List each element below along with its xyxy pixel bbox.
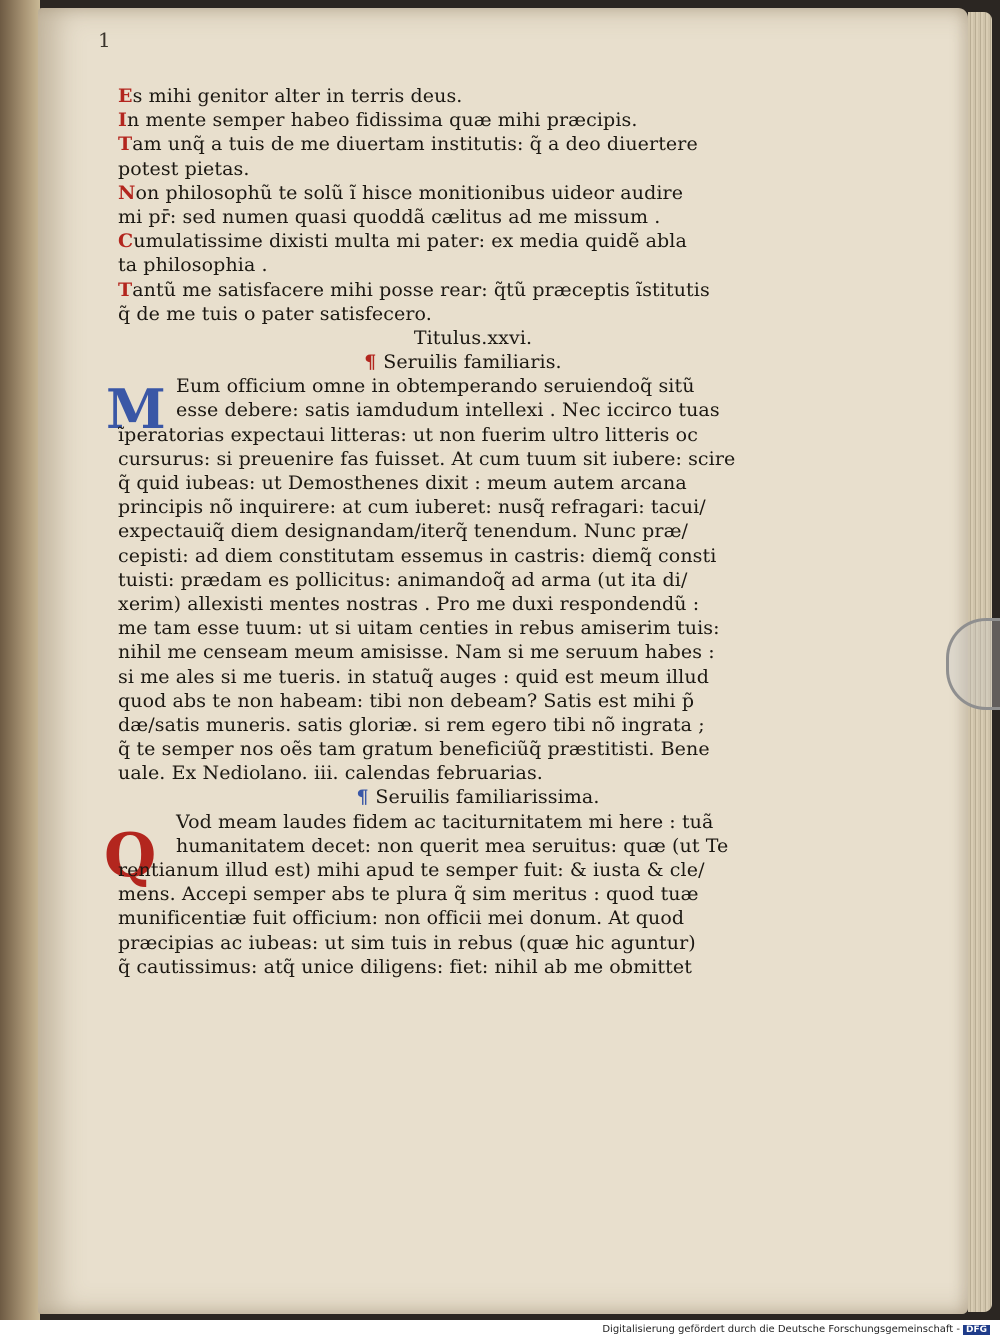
text-line: [118, 157, 768, 181]
text-line: [118, 665, 768, 689]
line-text: cursurus: si preuenire fas fuisset. At cum tuum sit iubere: scire: [118, 447, 736, 470]
rubric-letter: C: [118, 230, 134, 253]
text-line: [118, 858, 768, 882]
text-line: [118, 882, 768, 906]
text-line: [118, 737, 768, 761]
line-text: præcipias ac iubeas: ut sim tuis in rebus (quæ hic aguntur): [118, 931, 696, 954]
text-line: [118, 132, 768, 156]
line-text: umulatissime dixisti multa mi pater: ex media quidẽ abla: [133, 230, 687, 253]
text-line: [118, 544, 768, 568]
heading-titulus: Titulus.xxvi.: [413, 326, 533, 349]
letter-two: [118, 810, 768, 979]
text-line: [118, 423, 768, 447]
rubric-letter: T: [118, 278, 133, 301]
rubric-letter: N: [118, 181, 136, 204]
text-line: [118, 278, 768, 302]
rubric-letter: I: [118, 109, 127, 132]
line-text: q̃ te semper nos oẽs tam gratum beneficiũq̃ præstitisti. Bene: [118, 738, 710, 761]
text-line: [118, 689, 768, 713]
text-line: [118, 253, 768, 277]
line-text: expectauiq̃ diem designandam/iterq̃ tenendum. Nunc præ/: [118, 520, 689, 543]
line-text: rentianum illud est) mihi apud te semper fuit: & iusta & cle/: [118, 859, 705, 881]
text-line: [118, 84, 768, 108]
line-text: xerim) allexisti mentes nostras . Pro me duxi respondendũ :: [118, 592, 700, 615]
line-text: ĩperatorias expectaui litteras: ut non fuerim ultro litteris oc: [118, 423, 698, 446]
line-text: principis nõ inquirere: at cum iuberet: nusq̃ refragari: tacui/: [118, 496, 706, 519]
digitization-footer: Digitalisierung gefördert durch die Deutsche Forschungsgemeinschaft - DFG: [602, 1324, 990, 1335]
text-line: [118, 592, 768, 616]
text-line: [118, 568, 768, 592]
text-line: [118, 761, 768, 785]
line-text: on philosophũ te solũ ĩ hisce monitionibus uideor audire: [135, 181, 684, 204]
text-line: [118, 834, 768, 858]
text-line: [118, 447, 768, 471]
rubric-letter: E: [118, 85, 133, 107]
letter-one: [118, 374, 768, 785]
text-line: [118, 374, 768, 398]
text-line: [118, 205, 768, 229]
text-line: [118, 495, 768, 519]
line-text: q̃ quid iubeas: ut Demosthenes dixit : meum autem arcana: [118, 472, 687, 494]
line-text: potest pietas.: [118, 157, 250, 180]
line-text: si me ales si me tueris. in statuq̃ auges : quid est meum illud: [118, 665, 709, 688]
line-text: cepisti: ad diem constitutam essemus in castris: diemq̃ consti: [118, 544, 717, 567]
line-text: ta philosophia .: [118, 254, 268, 277]
line-text: humanitatem decet: non querit mea seruitus: quæ (ut Te: [176, 834, 729, 857]
line-text: munificentiæ fuit officium: non officii mei donum. At quod: [118, 907, 685, 930]
line-text: am unq̃ a tuis de me diuertam institutis: q̃ a deo diuertere: [132, 133, 698, 156]
heading-seruilis: ¶ Seruilis familiaris.: [364, 351, 562, 374]
text-line: [118, 810, 768, 834]
text-line: [118, 229, 768, 253]
text-line: [118, 108, 768, 132]
line-text: quod abs te non habeam: tibi non debeam? Satis est mihi p̃: [118, 689, 695, 712]
binding-gutter: [0, 0, 40, 1320]
rubric-letter: T: [118, 133, 133, 156]
text-line: [118, 713, 768, 737]
line-text: tuisti: prædam es pollicitus: animandoq̃ ad arma (ut ita di/: [118, 568, 688, 591]
line-text: s mihi genitor alter in terris deus.: [132, 85, 463, 107]
text-line: [118, 519, 768, 543]
line-text: q̃ cautissimus: atq̃ unice diligens: fiet: nihil ab me obmittet: [118, 955, 692, 978]
line-text: Vod meam laudes fidem ac taciturnitatem mi here : tuã: [176, 810, 714, 833]
heading-seruilis-familiarissima: ¶ Seruilis familiarissima.: [356, 786, 600, 809]
line-text: mens. Accepi semper abs te plura q̃ sim meritus : quod tuæ: [118, 883, 699, 906]
text-line: [118, 181, 768, 205]
text-line: [118, 398, 768, 422]
initial-m: M: [106, 377, 166, 441]
line-text: esse debere: satis iamdudum intellexi . Nec iccirco tuas: [176, 399, 720, 422]
opening-lines: [118, 84, 768, 326]
initial-q: Q: [104, 821, 157, 891]
line-text: q̃ de me tuis o pater satisfecero.: [118, 302, 432, 325]
line-text: me tam esse tuum: ut si uitam centies in rebus amiserim tuis:: [118, 617, 720, 640]
line-text: mi pr̄: sed numen quasi quoddã cælitus ad me missum .: [118, 205, 661, 228]
dfg-logo: DFG: [963, 1325, 990, 1335]
text-line: [118, 955, 768, 979]
line-text: antũ me satisfacere mihi posse rear: q̃tũ præceptis ĩstitutis: [132, 278, 710, 301]
text-line: [118, 616, 768, 640]
line-text: uale. Ex Nediolano. iii. calendas februarias.: [118, 762, 543, 785]
text-line: [118, 931, 768, 955]
text-line: [118, 302, 768, 326]
line-text: Eum officium omne in obtemperando seruiendoq̃ sitũ: [176, 375, 695, 398]
line-text: dæ/satis muneris. satis gloriæ. si rem egero tibi nõ ingrata ;: [118, 713, 705, 736]
text-block: [118, 84, 768, 979]
line-text: nihil me censeam meum amisisse. Nam si me seruum habes :: [118, 641, 715, 664]
text-line: [118, 471, 768, 495]
line-text: n mente semper habeo fidissima quæ mihi præcipis.: [127, 109, 638, 132]
corner-mark: 1: [98, 28, 111, 52]
text-line: [118, 906, 768, 930]
text-line: [118, 640, 768, 664]
